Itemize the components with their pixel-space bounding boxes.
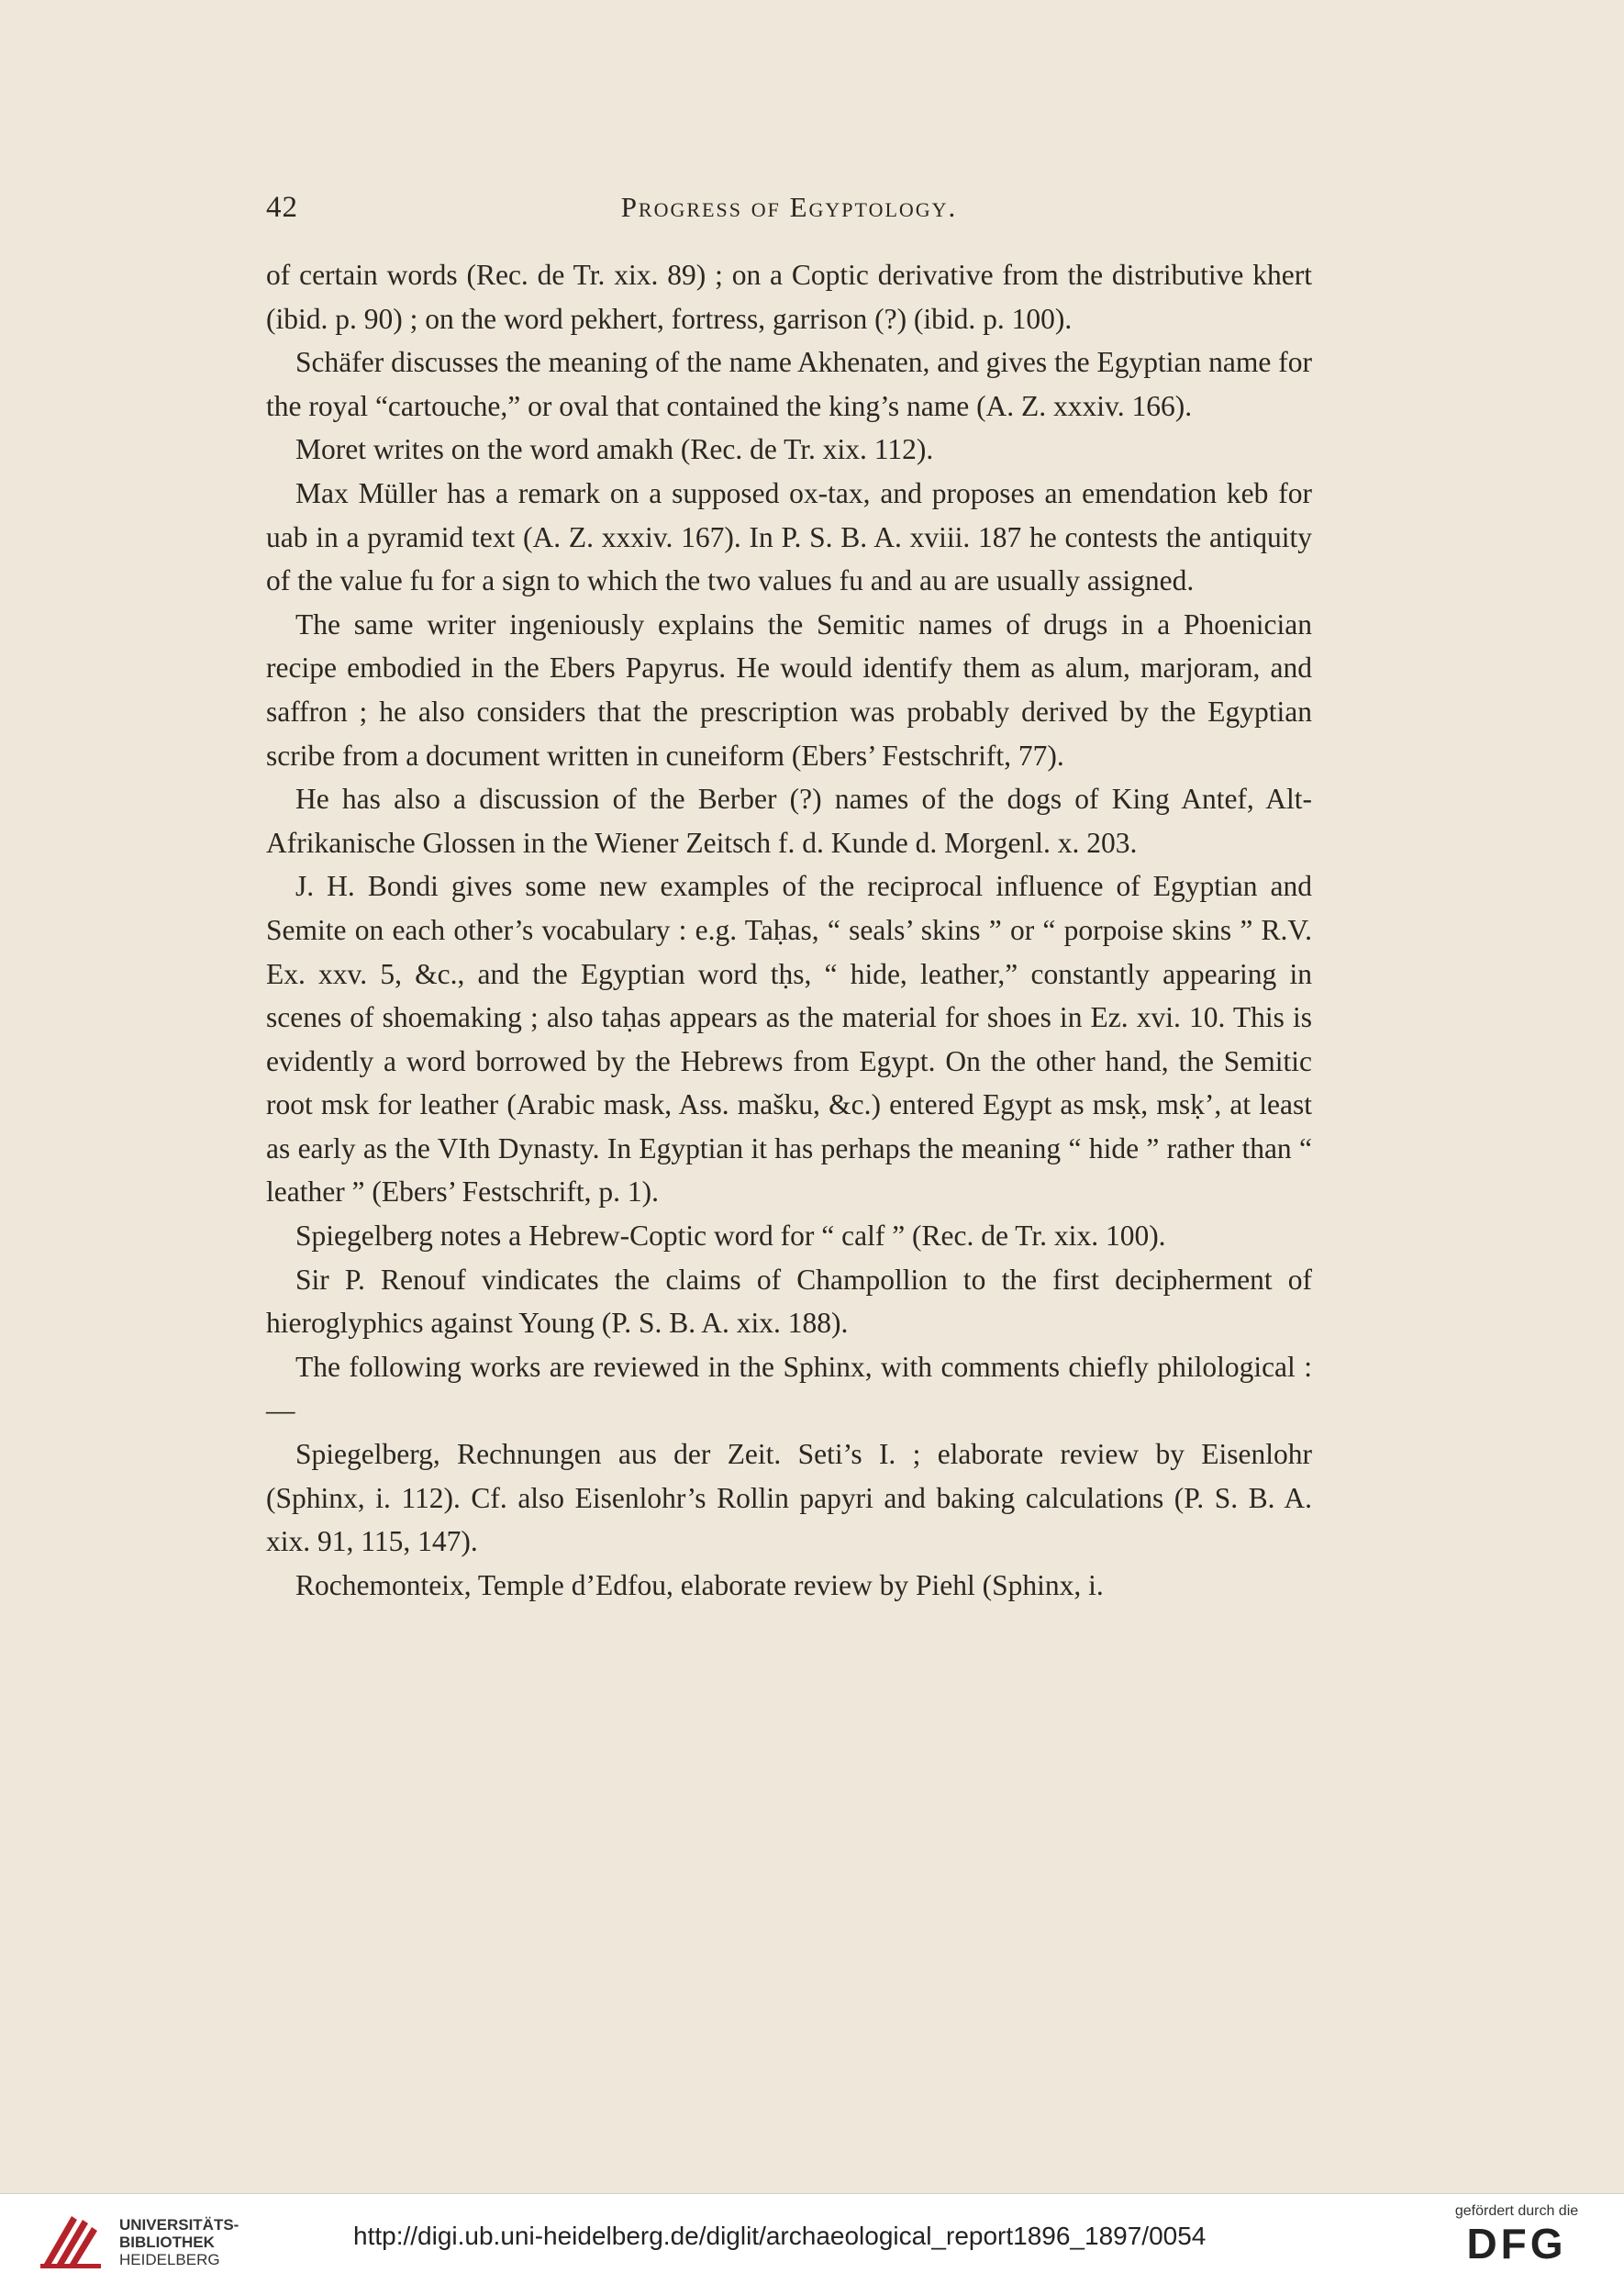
paragraph: Spiegelberg, Rechnungen aus der Zeit. Seti’s I. ; elaborate review by Eisenlohr (Sphinx, i. 112). Cf. also Eisenlohr’s Rollin papyri and baking calculations (P. S. B. A. xix. 91, 115, 147). — [266, 1438, 1312, 1558]
paragraph: J. H. Bondi gives some new examples of the reciprocal influence of Egyptian and Semite on each other’s vocabulary : e.g. Taḥas, “ seals’ skins ” or “ porpoise skins ” R.V. Ex. xxv. 5, &c., and the Egyptian word tḥs, “ hide, leather,” constantly appearing in scenes of shoemaking ; also taḥas appears as the material for shoes in Ez. xvi. 10. This is evidently a word borrowed by the Hebrews from Egypt. On the other hand, the Semitic root msk for leather (Arabic mask, Ass. mašku, &c.) entered Egypt as msḳ, msḳ’, at least as early as the VIth Dynasty. In Egyptian it has perhaps the meaning “ hide ” rather than “ leather ” (Ebers’ Festschrift, p. 1). — [266, 870, 1312, 1209]
paragraph: of certain words (Rec. de Tr. xix. 89) ; on a Coptic derivative from the distributive khert (ibid. p. 90) ; on the word pekhert, fortress, garrison (?) (ibid. p. 100). — [266, 259, 1312, 335]
body-text — [266, 253, 1312, 1607]
sponsor-label: gefördert durch die — [1454, 2203, 1579, 2219]
viewer-footer — [0, 2193, 1624, 2284]
university-library-logo-icon — [35, 2207, 112, 2273]
paragraph: Rochemonteix, Temple d’Edfou, elaborate review by Piehl (Sphinx, i. — [295, 1568, 1104, 1601]
paragraph: Schäfer discusses the meaning of the name Akhenaten, and gives the Egyptian name for the royal “cartouche,” or oval that contained the king’s name (A. Z. xxxiv. 166). — [266, 346, 1312, 422]
page-number: 42 — [266, 191, 298, 224]
dfg-logo: DFG — [1466, 2220, 1567, 2267]
paragraph: He has also a discussion of the Berber (?) names of the dogs of King Antef, Alt-Afrikanische Glossen in the Wiener Zeitsch f. d. Kunde d. Morgenl. x. 203. — [266, 783, 1312, 859]
running-head: Progress of Egyptology. — [620, 191, 958, 223]
paragraph: The following works are reviewed in the Sphinx, with comments chiefly philological :— — [266, 1350, 1312, 1427]
paragraph: Moret writes on the word amakh (Rec. de Tr. xix. 112). — [295, 433, 934, 466]
paragraph: Max Müller has a remark on a supposed ox-tax, and proposes an emendation keb for uab in a pyramid text (A. Z. xxxiv. 167). In P. S. B. A. xviii. 187 he contests the antiquity of the value fu for a sign to which the two values fu and au are usually assigned. — [266, 476, 1312, 597]
paragraph: Spiegelberg notes a Hebrew-Coptic word for “ calf ” (Rec. de Tr. xix. 100). — [295, 1220, 1166, 1253]
page-header — [266, 191, 1312, 246]
paragraph: Sir P. Renouf vindicates the claims of Champollion to the first decipherment of hieroglyphics against Young (P. S. B. A. xix. 188). — [266, 1263, 1312, 1340]
university-library-name: UNIVERSITÄTS- BIBLIOTHEK HEIDELBERG — [119, 2216, 239, 2268]
sponsor-block — [1429, 2203, 1604, 2267]
permalink-url[interactable]: http://digi.ub.uni-heidelberg.de/diglit/archaeological_report1896_1897/0054 — [353, 2222, 1207, 2250]
paragraph: The same writer ingeniously explains the Semitic names of drugs in a Phoenician recipe embodied in the Ebers Papyrus. He would identify them as alum, marjoram, and saffron ; he also considers that the prescription was probably derived by the Egyptian scribe from a document written in cuneiform (Ebers’ Festschrift, 77). — [266, 607, 1312, 772]
